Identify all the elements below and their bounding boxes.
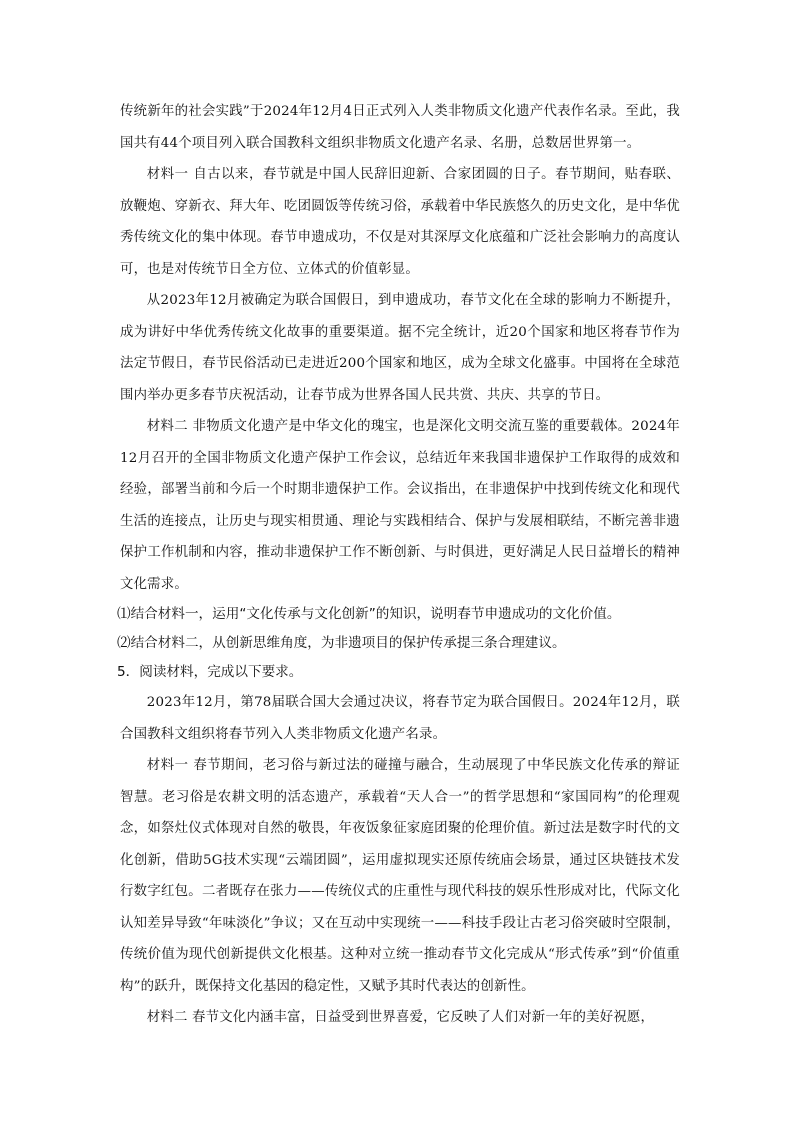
paragraph-q5-material-two: 材料二 春节文化内涵丰富，日益受到世界喜爱，它反映了人们对新一年的美好祝愿， xyxy=(146,1010,655,1025)
paragraph-material-one: 材料一 自古以来，春节就是中国人民辞旧迎新、合家团圆的日子。春节期间，贴春联、放鞭炮、穿新衣、拜大年、吃团圆饭等传统习俗，承载着中华民族悠久的历史文化，是中华优秀传统文化的集中体现。春节申遗成功，不仅是对其深厚文化底蕴和广泛社会影响力的高度认可，也是对传统节日全方位、立体式的价值彰显。 xyxy=(120,167,680,277)
document-page xyxy=(117,96,680,1034)
question-5-heading: 5．阅读材料，完成以下要求。 xyxy=(117,664,303,680)
paragraph-material-one-continued: 从2023年12月被确定为联合国假日，到申遗成功，春节文化在全球的影响力不断提升，成为讲好中华优秀传统文化故事的重要渠道。据不完全统计，近20个国家和地区将春节作为法定节假日，春节民俗活动已走进近200个国家和地区，成为全球文化盛事。中国将在全球范围内举办更多春节庆祝活动，让春节成为世界各国人民共赏、共庆、共享的节日。 xyxy=(120,293,680,403)
paragraph-q5-material-one: 材料一 春节期间，老习俗与新过法的碰撞与融合，生动展现了中华民族文化传承的辩证智慧。老习俗是农耕文明的活态遗产，承载着“天人合一”的哲学思想和“家国同构”的伦理观念，如祭灶仪式体现对自然的敬畏，年夜饭象征家庭团聚的伦理价值。新过法是数字时代的文化创新，借助5G技术实现“云端团圆”，运用虚拟现实还原传统庙会场景，通过区块链技术发行数字红包。二者既存在张力——传统仪式的庄重性与现代科技的娱乐性形成对比，代际文化认知差异导致“年味淡化”争议；又在互动中实现统一——科技手段让古老习俗突破时空限制，传统价值为现代创新提供文化根基。这种对立统一推动春节文化完成从“形式传承”到“价值重构”的跃升，既保持文化基因的稳定性，又赋予其时代表达的创新性。 xyxy=(120,758,680,994)
paragraph-q5-intro: 2023年12月，第78届联合国大会通过决议，将春节定为联合国假日。2024年12月，联合国教科文组织将春节列入人类非物质文化遗产名录。 xyxy=(120,695,680,742)
paragraph-intro: 传统新年的社会实践”于2024年12月4日正式列入人类非物质文化遗产代表作名录。至此，我国共有44个项目列入联合国教科文组织非物质文化遗产名录、名册，总数居世界第一。 xyxy=(120,104,680,151)
paragraph-material-two: 材料二 非物质文化遗产是中华文化的瑰宝，也是深化文明交流互鉴的重要载体。2024年12月召开的全国非物质文化遗产保护工作会议，总结近年来我国非遗保护工作取得的成效和经验，部署当前和今后一个时期非遗保护工作。会议指出，在非遗保护中找到传统文化和现代生活的连接点，让历史与现实相贯通、理论与实践相结合、保护与发展相联结，不断完善非遗保护工作机制和内容，推动非遗保护工作不断创新、与时俱进，更好满足人民日益增长的精神文化需求。 xyxy=(120,419,680,592)
question-1: ⑴结合材料一，运用“文化传承与文化创新”的知识，说明春节申遗成功的文化价值。 xyxy=(117,606,621,622)
question-2: ⑵结合材料二，从创新思维角度，为非遗项目的保护传承提三条合理建议。 xyxy=(117,635,566,651)
